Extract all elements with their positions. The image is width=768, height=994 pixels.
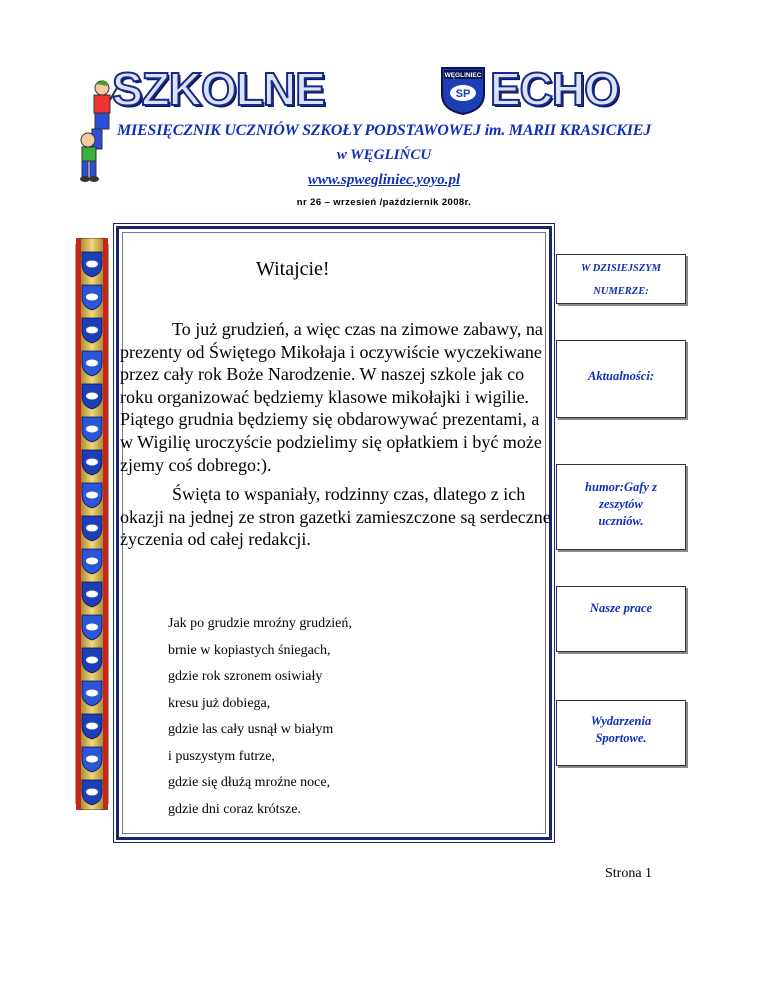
shield-badge-icon xyxy=(86,657,98,664)
shield-badge-icon xyxy=(86,261,98,268)
page-number: Strona 1 xyxy=(605,866,653,881)
poem-line: i puszystym futrze, xyxy=(168,748,275,764)
poem-line: kresu już dobiega, xyxy=(168,695,271,711)
subtitle-town: w WĘGLIŃCU xyxy=(336,147,432,163)
title-left-word: SZKOLNE xyxy=(112,63,325,115)
shield-badge-icon xyxy=(86,459,98,466)
shield-badge-icon xyxy=(86,426,98,433)
contents-item-label: uczniów. xyxy=(598,514,644,528)
shield-badge-icon xyxy=(86,690,98,697)
contents-item-label: humor:Gafy z xyxy=(585,480,657,494)
shield-badge-icon xyxy=(86,393,98,400)
contents-item-news[interactable] xyxy=(556,340,686,418)
article-paragraph-1: To już grudzień, a więc czas na zimowe zabawy, na prezenty od Świętego Mikołaja i oczywiście wyczekiwane przez cały rok Boże Narodzenie. W naszej szkole jak co roku organizować będziemy klasowe mikołajki i wigilie. Piątego grudnia będziemy się obdarowywać prezentami, a w Wigilię uroczyście podzielimy się opłatkiem i być może zjemy coś dobrego:). xyxy=(120,319,543,475)
contents-heading-box xyxy=(556,254,686,304)
shield-badge-icon xyxy=(86,360,98,367)
decorative-emblem-strip xyxy=(74,238,110,810)
poem-line: gdzie dni coraz krótsze. xyxy=(168,801,301,817)
issue-number: nr 26 – wrzesień /październik 2008r. xyxy=(296,197,472,208)
website-link[interactable]: www.spwegliniec.yoyo.pl xyxy=(307,172,461,188)
contents-item-label: Sportowe. xyxy=(595,731,647,745)
contents-item-humor[interactable] xyxy=(556,464,686,550)
poem-line: Jak po grudzie mroźny grudzień, xyxy=(168,616,352,631)
svg-text:SP: SP xyxy=(455,88,471,100)
shield-badge-icon xyxy=(86,624,98,631)
poem-line: gdzie się dłużą mroźne noce, xyxy=(168,775,331,790)
shield-badge-icon xyxy=(86,492,98,499)
shield-badge-icon xyxy=(86,558,98,565)
contents-item-label: zeszytów xyxy=(599,497,643,511)
poem xyxy=(168,615,352,827)
article-body xyxy=(120,318,552,551)
shield-badge-icon xyxy=(86,327,98,334)
poem-line: gdzie rok szronem osiwiały xyxy=(168,669,323,684)
poem-line: gdzie las cały usnął w białym xyxy=(168,722,334,737)
school-emblem-icon xyxy=(438,64,488,116)
shield-badge-icon xyxy=(86,723,98,730)
article-greeting: Witajcie! xyxy=(256,258,330,280)
shield-badge-icon xyxy=(86,525,98,532)
shield-badge-icon xyxy=(86,294,98,301)
poem-line: brnie w kopiastych śniegach, xyxy=(168,642,331,658)
shield-badge-icon xyxy=(86,756,98,763)
masthead xyxy=(0,0,768,230)
svg-text:WĘGLINIEC: WĘGLINIEC xyxy=(444,72,482,79)
contents-item-label: Wydarzenia xyxy=(590,714,652,728)
contents-item-label: Aktualności: xyxy=(588,369,654,383)
contents-item-our-work[interactable] xyxy=(556,586,686,652)
article-paragraph-2: Święta to wspaniały, rodzinny czas, dlatego z ich okazji na jednej ze stron gazetki zamieszczone są serdeczne życzenia od całej redakcji. xyxy=(120,484,551,550)
shield-badge-icon xyxy=(86,789,98,796)
title-right-word: ECHO xyxy=(490,63,619,115)
contents-heading-line2: NUMERZE: xyxy=(593,286,649,297)
subtitle-school-name: MIESIĘCZNIK UCZNIÓW SZKOŁY PODSTAWOWEJ im. MARII KRASICKIEJ xyxy=(117,122,651,139)
shield-badge-icon xyxy=(86,591,98,598)
contents-item-sports[interactable] xyxy=(556,700,686,766)
contents-item-label: Nasze prace xyxy=(589,601,653,615)
contents-heading-line1: W DZISIEJSZYM xyxy=(580,263,662,274)
